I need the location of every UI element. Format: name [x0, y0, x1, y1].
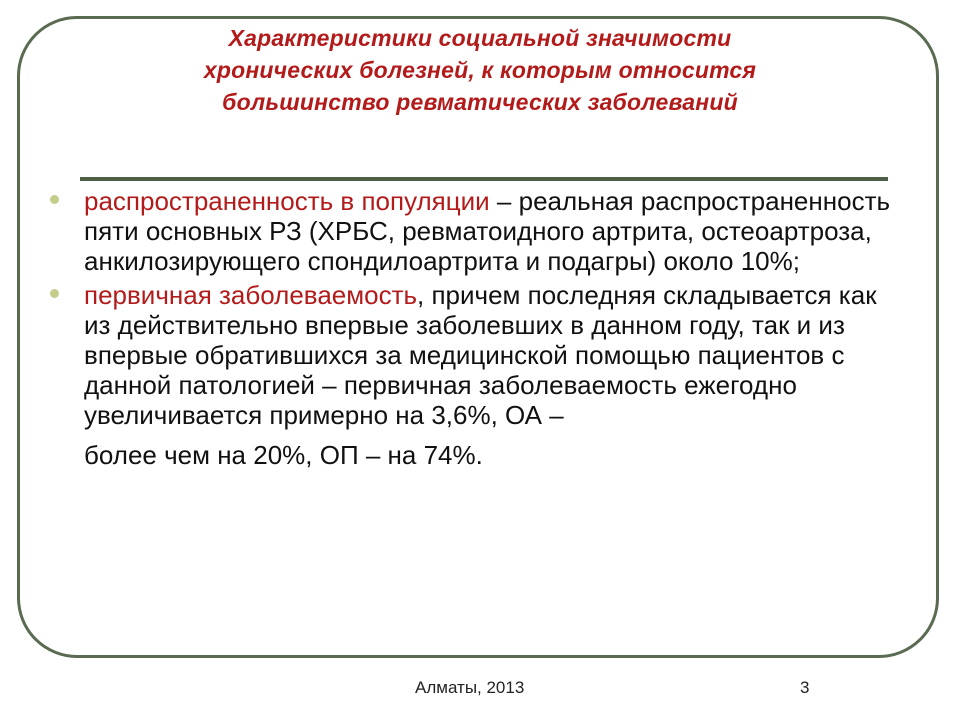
footer-place-year: Алматы, 2013: [415, 678, 525, 697]
footer-page-number: 3: [800, 678, 810, 697]
title-divider: [80, 177, 888, 181]
bullet-text-last-line: более чем на 20%, ОП – на 74%.: [84, 440, 483, 470]
bullet-item-incidence: [48, 280, 908, 470]
bullet-dot-icon: [50, 289, 59, 298]
bullet-list: [48, 186, 908, 474]
bullet-item-prevalence: [48, 186, 908, 276]
bullet-text: – реальная распространенность пяти основных РЗ (ХРБС, ревматоидного артрита, остеоартроза, анкилозирующего спондилоартрита и подагры) около 10%;: [84, 186, 891, 276]
bullet-term: первичная заболеваемость: [84, 280, 418, 310]
slide-title: [120, 22, 840, 118]
title-line-1: Характеристики социальной значимости: [228, 25, 732, 51]
bullet-dot-icon: [50, 195, 59, 204]
title-line-3: большинство ревматических заболеваний: [222, 89, 738, 115]
bullet-text: , причем последняя складывается как из действительно впервые заболевших в данном году, так и из впервые обратившихся за медицинской помощью пациентов с данной патологией – первичная заболеваемость ежегодно увеличивается примерно на 3,6%, ОА –: [84, 280, 877, 430]
bullet-term: распространенность в популяции: [84, 186, 490, 216]
title-line-2: хронических болезней, к которым относится: [203, 57, 757, 83]
